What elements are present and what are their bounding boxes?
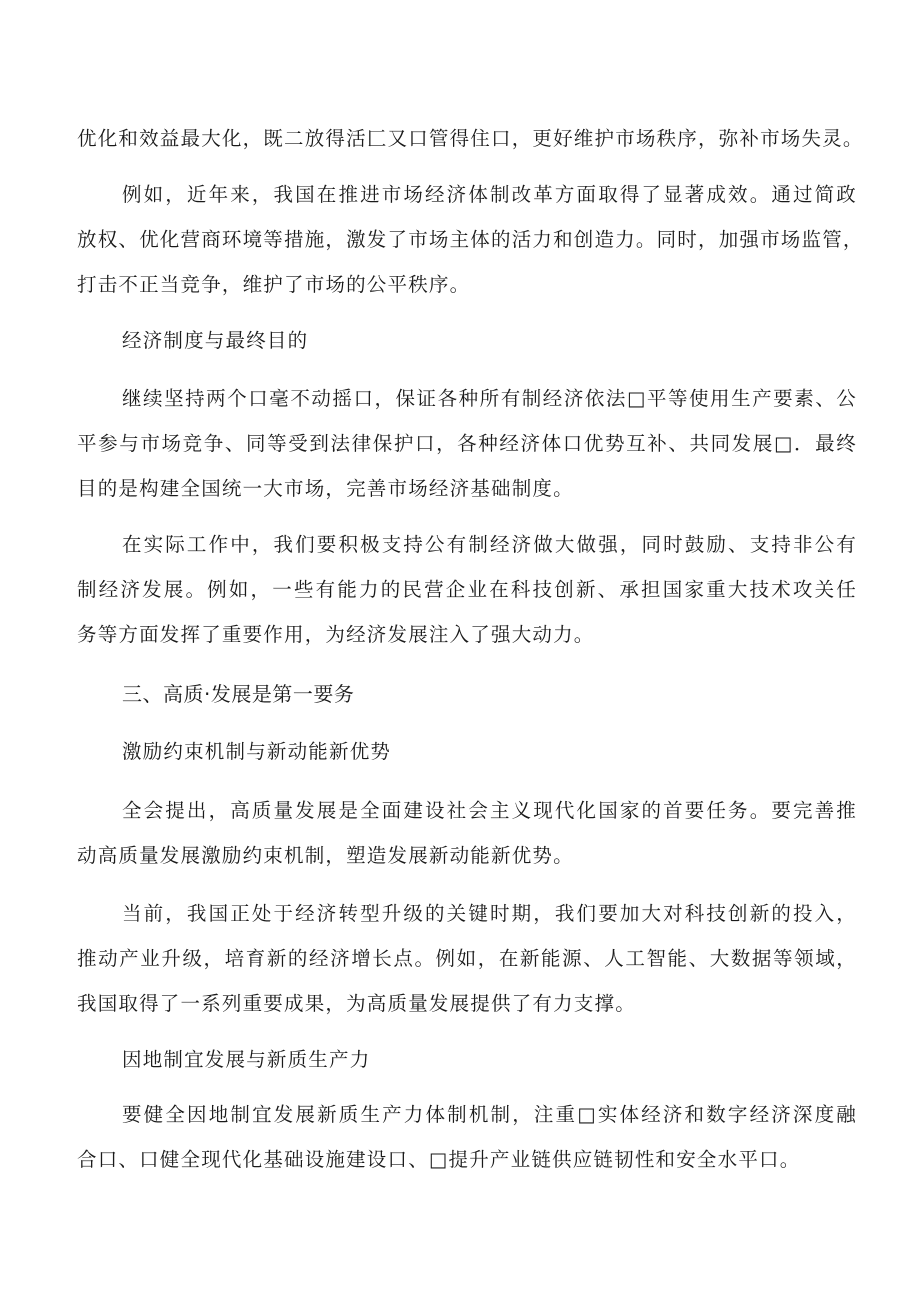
paragraph-line: 继续坚持两个口毫不动摇口，保证各种所有制经济依法□平等使用生产要素、公 xyxy=(122,387,857,410)
paragraph-line: 动高质量发展激励约束机制，塑造发展新动能新优势。 xyxy=(77,844,574,867)
paragraph-line: 当前，我国正处于经济转型升级的关键时期，我们要加大对科技创新的投入， xyxy=(122,902,857,925)
paragraph-line: 要健全因地制宜发展新质生产力体制机制，注重□实体经济和数字经济深度融 xyxy=(122,1103,857,1126)
paragraph-line: 合口、口健全现代化基础设施建设口、□提升产业链供应链韧性和安全水平口。 xyxy=(77,1148,801,1171)
paragraph-line: 放权、优化营商环境等措施，激发了市场主体的活力和创造力。同时，加强市场监管， xyxy=(77,228,864,251)
paragraph-line: 务等方面发挥了重要作用，为经济发展注入了强大动力。 xyxy=(77,623,595,646)
subheading-economic-system: 经济制度与最终目的 xyxy=(122,329,309,352)
paragraph-line: 全会提出，高质量发展是全面建设社会主义现代化国家的首要任务。要完善推 xyxy=(122,799,857,822)
paragraph-line: 制经济发展。例如，一些有能力的民营企业在科技创新、承担国家重大技术攻关任 xyxy=(77,578,857,601)
paragraph-line: 打击不正当竞争，维护了市场的公平秩序。 xyxy=(77,273,471,296)
paragraph-line: 我国取得了一系列重要成果，为高质量发展提供了有力支撑。 xyxy=(77,992,636,1015)
paragraph-line: 优化和效益最大化，既二放得活匚又口管得住口，更好维护市场秩序，弥补市场失灵。 xyxy=(77,127,864,150)
paragraph-line: 在实际工作中，我们要积极支持公有制经济做大做强，同时鼓励、支持非公有 xyxy=(122,533,857,556)
section-heading-3: 三、高质·发展是第一要务 xyxy=(122,682,355,706)
paragraph-line: 例如，近年来，我国在推进市场经济体制改革方面取得了显著成效。通过简政 xyxy=(122,183,857,206)
subheading-incentive-mechanism: 激励约束机制与新动能新优势 xyxy=(122,740,392,763)
paragraph-line: 推动产业升级，培育新的经济增长点。例如，在新能源、人工智能、大数据等领域， xyxy=(77,947,857,970)
paragraph-line: 平参与市场竞争、同等受到法律保护口，各种经济体口优势互补、共同发展□．最终 xyxy=(77,432,857,455)
paragraph-line: 目的是构建全国统一大市场，完善市场经济基础制度。 xyxy=(77,477,574,500)
subheading-local-development: 因地制宜发展与新质生产力 xyxy=(122,1048,371,1071)
